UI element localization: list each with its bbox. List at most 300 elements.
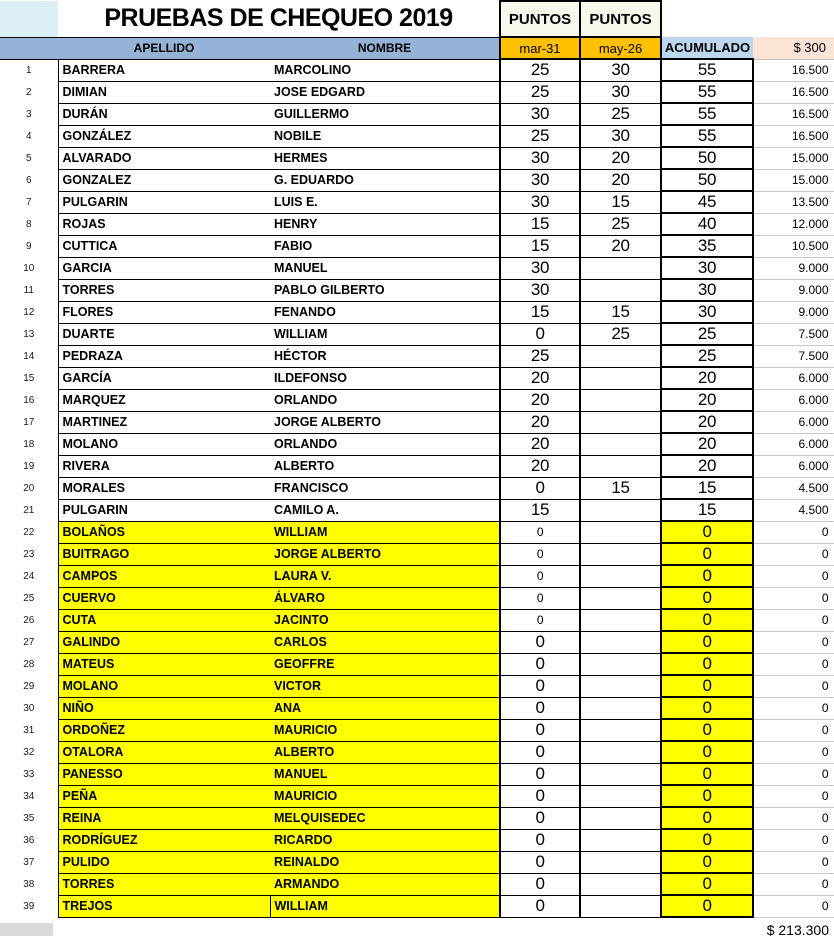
payment-cell: 10.500 <box>753 235 834 257</box>
header-empty-cell <box>0 37 58 59</box>
may26-points-cell: 20 <box>580 147 661 169</box>
bottom-left-gray-cell <box>0 923 53 936</box>
row-number: 7 <box>25 196 32 208</box>
row-number: 2 <box>25 86 32 98</box>
may26-points-cell: 30 <box>580 125 661 147</box>
nombre-cell: ARMANDO <box>270 873 500 895</box>
total-row-spacer <box>0 917 753 936</box>
row-number: 15 <box>23 372 35 384</box>
may26-points-cell <box>580 697 661 719</box>
acumulado-cell: 25 <box>661 345 753 367</box>
row-number: 37 <box>23 856 35 868</box>
may26-points-cell: 20 <box>580 235 661 257</box>
nombre-cell: GEOFFRE <box>270 653 500 675</box>
mar31-points-cell: 0 <box>500 741 580 763</box>
mar31-points-cell: 30 <box>500 169 580 191</box>
table-row <box>0 741 834 763</box>
header-money-300: $ 300 <box>753 37 834 59</box>
table-row <box>0 543 834 565</box>
apellido-cell: ROJAS <box>58 213 270 235</box>
table-row <box>0 81 834 103</box>
header-apellido: APELLIDO <box>58 37 270 59</box>
nombre-cell: ILDEFONSO <box>270 367 500 389</box>
acumulado-cell: 0 <box>661 543 753 565</box>
apellido-cell: TREJOS <box>58 895 270 917</box>
apellido-cell: BUITRAGO <box>58 543 270 565</box>
may26-points-cell <box>580 587 661 609</box>
title-row <box>0 1 834 37</box>
nombre-cell: PABLO GILBERTO <box>270 279 500 301</box>
puntos-header-2: PUNTOS <box>580 1 661 37</box>
apellido-cell: CAMPOS <box>58 565 270 587</box>
mar31-points-cell: 0 <box>500 697 580 719</box>
apellido-cell: GONZÁLEZ <box>58 125 270 147</box>
mar31-points-cell: 0 <box>500 785 580 807</box>
table-row <box>0 213 834 235</box>
may26-points-cell: 25 <box>580 103 661 125</box>
apellido-cell: ORDOÑEZ <box>58 719 270 741</box>
table-row <box>0 169 834 191</box>
apellido-cell: CUERVO <box>58 587 270 609</box>
nombre-cell: WILLIAM <box>270 521 500 543</box>
apellido-cell: NIÑO <box>58 697 270 719</box>
row-number: 22 <box>23 526 35 538</box>
apellido-cell: GALINDO <box>58 631 270 653</box>
header-date-mar31: mar-31 <box>500 37 580 59</box>
acumulado-cell: 20 <box>661 433 753 455</box>
may26-points-cell: 30 <box>580 59 661 81</box>
acumulado-cell: 20 <box>661 411 753 433</box>
apellido-cell: PULGARIN <box>58 499 270 521</box>
nombre-cell: ORLANDO <box>270 433 500 455</box>
row-number: 30 <box>23 702 35 714</box>
may26-points-cell <box>580 873 661 895</box>
acumulado-cell: 50 <box>661 147 753 169</box>
payment-cell: 16.500 <box>753 103 834 125</box>
nombre-cell: WILLIAM <box>270 895 500 917</box>
apellido-cell: REINA <box>58 807 270 829</box>
payment-cell: 6.000 <box>753 411 834 433</box>
nombre-cell: ALBERTO <box>270 741 500 763</box>
acumulado-cell: 20 <box>661 367 753 389</box>
apellido-cell: TORRES <box>58 873 270 895</box>
payment-cell: 15.000 <box>753 147 834 169</box>
acumulado-cell: 0 <box>661 763 753 785</box>
table-row <box>0 829 834 851</box>
mar31-points-cell: 20 <box>500 367 580 389</box>
page-title: PRUEBAS DE CHEQUEO 2019 <box>104 4 453 33</box>
mar31-points-cell: 0 <box>500 609 580 631</box>
payment-cell: 4.500 <box>753 477 834 499</box>
may26-points-cell <box>580 565 661 587</box>
mar31-points-cell: 15 <box>500 213 580 235</box>
may26-points-cell <box>580 411 661 433</box>
may26-points-cell <box>580 763 661 785</box>
table-row <box>0 125 834 147</box>
nombre-cell: ALBERTO <box>270 455 500 477</box>
may26-points-cell: 20 <box>580 169 661 191</box>
may26-points-cell <box>580 741 661 763</box>
acumulado-cell: 30 <box>661 257 753 279</box>
may26-points-cell <box>580 653 661 675</box>
mar31-points-cell: 0 <box>500 653 580 675</box>
acumulado-cell: 0 <box>661 697 753 719</box>
apellido-cell: MORALES <box>58 477 270 499</box>
payment-cell: 6.000 <box>753 455 834 477</box>
may26-points-cell <box>580 345 661 367</box>
table-row <box>0 345 834 367</box>
payment-cell: 0 <box>753 807 834 829</box>
may26-points-cell <box>580 675 661 697</box>
table-row <box>0 719 834 741</box>
mar31-points-cell: 30 <box>500 257 580 279</box>
acumulado-cell: 0 <box>661 653 753 675</box>
row-number: 32 <box>23 746 35 758</box>
payment-cell: 0 <box>753 719 834 741</box>
table-row <box>0 389 834 411</box>
may26-points-cell <box>580 279 661 301</box>
payment-cell: 12.000 <box>753 213 834 235</box>
table-row <box>0 279 834 301</box>
nombre-cell: RICARDO <box>270 829 500 851</box>
nombre-cell: HÉCTOR <box>270 345 500 367</box>
acumulado-cell: 15 <box>661 499 753 521</box>
apellido-cell: CUTTICA <box>58 235 270 257</box>
mar31-points-cell: 0 <box>500 543 580 565</box>
acumulado-cell: 0 <box>661 741 753 763</box>
acumulado-cell: 30 <box>661 279 753 301</box>
apellido-cell: GARCÍA <box>58 367 270 389</box>
row-number: 13 <box>23 328 35 340</box>
row-number: 8 <box>25 218 32 230</box>
puntos-header-1: PUNTOS <box>500 1 580 37</box>
title-row-spacer <box>661 1 834 37</box>
nombre-cell: FABIO <box>270 235 500 257</box>
may26-points-cell: 25 <box>580 323 661 345</box>
mar31-points-cell: 25 <box>500 125 580 147</box>
table-row <box>0 873 834 895</box>
mar31-points-cell: 0 <box>500 807 580 829</box>
row-number: 11 <box>23 284 34 296</box>
may26-points-cell <box>580 719 661 741</box>
acumulado-cell: 55 <box>661 59 753 81</box>
row-number: 29 <box>23 680 35 692</box>
apellido-cell: BOLAÑOS <box>58 521 270 543</box>
acumulado-cell: 15 <box>661 477 753 499</box>
acumulado-cell: 0 <box>661 807 753 829</box>
apellido-cell: GONZALEZ <box>58 169 270 191</box>
row-number: 9 <box>25 240 32 252</box>
acumulado-cell: 0 <box>661 609 753 631</box>
payment-cell: 9.000 <box>753 257 834 279</box>
row-number: 33 <box>23 768 35 780</box>
mar31-points-cell: 0 <box>500 477 580 499</box>
payment-cell: 0 <box>753 653 834 675</box>
apellido-cell: OTALORA <box>58 741 270 763</box>
table-row <box>0 323 834 345</box>
mar31-points-cell: 0 <box>500 719 580 741</box>
table-row <box>0 191 834 213</box>
apellido-cell: PEDRAZA <box>58 345 270 367</box>
mar31-points-cell: 20 <box>500 389 580 411</box>
payment-cell: 16.500 <box>753 81 834 103</box>
apellido-cell: DUARTE <box>58 323 270 345</box>
payment-cell: 4.500 <box>753 499 834 521</box>
apellido-cell: ALVARADO <box>58 147 270 169</box>
nombre-cell: FENANDO <box>270 301 500 323</box>
table-row <box>0 499 834 521</box>
payment-cell: 0 <box>753 587 834 609</box>
row-number: 14 <box>23 350 35 362</box>
nombre-cell: HENRY <box>270 213 500 235</box>
table-row <box>0 697 834 719</box>
apellido-cell: MARQUEZ <box>58 389 270 411</box>
row-number: 24 <box>23 570 35 582</box>
header-acumulado: ACUMULADO <box>661 37 753 59</box>
mar31-points-cell: 30 <box>500 103 580 125</box>
payment-cell: 9.000 <box>753 279 834 301</box>
payment-cell: 0 <box>753 763 834 785</box>
mar31-points-cell: 30 <box>500 191 580 213</box>
payment-cell: 0 <box>753 697 834 719</box>
nombre-cell: WILLIAM <box>270 323 500 345</box>
mar31-points-cell: 15 <box>500 301 580 323</box>
table-row <box>0 301 834 323</box>
table-row <box>0 103 834 125</box>
row-number: 4 <box>25 130 32 142</box>
may26-points-cell <box>580 455 661 477</box>
payment-cell: 15.000 <box>753 169 834 191</box>
table-row <box>0 411 834 433</box>
table-row <box>0 565 834 587</box>
row-number: 26 <box>23 614 35 626</box>
nombre-cell: ÁLVARO <box>270 587 500 609</box>
header-date-may26: may-26 <box>580 37 661 59</box>
row-number: 12 <box>23 306 35 318</box>
may26-points-cell <box>580 499 661 521</box>
nombre-cell: ORLANDO <box>270 389 500 411</box>
nombre-cell: MARCOLINO <box>270 59 500 81</box>
may26-points-cell <box>580 785 661 807</box>
table-row <box>0 455 834 477</box>
table-row <box>0 521 834 543</box>
row-number: 21 <box>23 504 35 516</box>
nombre-cell: MANUEL <box>270 257 500 279</box>
acumulado-cell: 0 <box>661 565 753 587</box>
mar31-points-cell: 0 <box>500 829 580 851</box>
total-row <box>0 917 834 936</box>
payment-cell: 6.000 <box>753 433 834 455</box>
may26-points-cell <box>580 367 661 389</box>
may26-points-cell: 30 <box>580 81 661 103</box>
row-number: 27 <box>23 636 35 648</box>
may26-points-cell <box>580 851 661 873</box>
nombre-cell: G. EDUARDO <box>270 169 500 191</box>
nombre-cell: VICTOR <box>270 675 500 697</box>
payment-cell: 0 <box>753 521 834 543</box>
payment-cell: 0 <box>753 741 834 763</box>
table-row <box>0 851 834 873</box>
acumulado-cell: 55 <box>661 125 753 147</box>
row-number: 38 <box>23 878 35 890</box>
row-number: 20 <box>23 482 35 494</box>
table-row <box>0 477 834 499</box>
acumulado-cell: 20 <box>661 455 753 477</box>
table-row <box>0 433 834 455</box>
apellido-cell: MATEUS <box>58 653 270 675</box>
nombre-cell: MAURICIO <box>270 719 500 741</box>
table-row <box>0 147 834 169</box>
row-number: 31 <box>23 724 35 736</box>
nombre-cell: JACINTO <box>270 609 500 631</box>
mar31-points-cell: 25 <box>500 345 580 367</box>
apellido-cell: PULGARIN <box>58 191 270 213</box>
may26-points-cell <box>580 829 661 851</box>
table-row <box>0 675 834 697</box>
header-nombre: NOMBRE <box>270 37 500 59</box>
acumulado-cell: 0 <box>661 785 753 807</box>
row-number: 28 <box>23 658 35 670</box>
payment-cell: 6.000 <box>753 367 834 389</box>
column-header-row <box>0 37 834 59</box>
mar31-points-cell: 0 <box>500 873 580 895</box>
may26-points-cell <box>580 389 661 411</box>
apellido-cell: MOLANO <box>58 433 270 455</box>
may26-points-cell <box>580 543 661 565</box>
nombre-cell: NOBILE <box>270 125 500 147</box>
acumulado-cell: 0 <box>661 851 753 873</box>
mar31-points-cell: 20 <box>500 433 580 455</box>
row-number: 36 <box>23 834 35 846</box>
table-row <box>0 785 834 807</box>
apellido-cell: MOLANO <box>58 675 270 697</box>
row-number: 35 <box>23 812 35 824</box>
table-row <box>0 631 834 653</box>
mar31-points-cell: 30 <box>500 147 580 169</box>
acumulado-cell: 0 <box>661 719 753 741</box>
row-number: 3 <box>25 108 32 120</box>
mar31-points-cell: 0 <box>500 323 580 345</box>
acumulado-cell: 0 <box>661 631 753 653</box>
table-row <box>0 367 834 389</box>
acumulado-cell: 30 <box>661 301 753 323</box>
payment-cell: 0 <box>753 873 834 895</box>
apellido-cell: GARCIA <box>58 257 270 279</box>
corner-cell <box>0 1 58 37</box>
apellido-cell: TORRES <box>58 279 270 301</box>
row-number: 18 <box>23 438 35 450</box>
acumulado-cell: 50 <box>661 169 753 191</box>
apellido-cell: PULIDO <box>58 851 270 873</box>
acumulado-cell: 0 <box>661 587 753 609</box>
mar31-points-cell: 0 <box>500 565 580 587</box>
row-number: 19 <box>23 460 35 472</box>
mar31-points-cell: 0 <box>500 895 580 917</box>
table-row <box>0 609 834 631</box>
apellido-cell: PEÑA <box>58 785 270 807</box>
table-row <box>0 807 834 829</box>
payment-cell: 9.000 <box>753 301 834 323</box>
table-row <box>0 59 834 81</box>
nombre-cell: JOSE EDGARD <box>270 81 500 103</box>
nombre-cell: CAMILO A. <box>270 499 500 521</box>
mar31-points-cell: 0 <box>500 587 580 609</box>
may26-points-cell <box>580 807 661 829</box>
mar31-points-cell: 20 <box>500 411 580 433</box>
acumulado-cell: 0 <box>661 873 753 895</box>
may26-points-cell <box>580 433 661 455</box>
payment-cell: 16.500 <box>753 125 834 147</box>
payment-cell: 7.500 <box>753 345 834 367</box>
may26-points-cell: 25 <box>580 213 661 235</box>
acumulado-cell: 20 <box>661 389 753 411</box>
may26-points-cell: 15 <box>580 301 661 323</box>
may26-points-cell <box>580 631 661 653</box>
acumulado-cell: 0 <box>661 829 753 851</box>
table-row <box>0 257 834 279</box>
mar31-points-cell: 0 <box>500 521 580 543</box>
row-number: 5 <box>25 152 32 164</box>
nombre-cell: LUIS E. <box>270 191 500 213</box>
may26-points-cell <box>580 609 661 631</box>
nombre-cell: ANA <box>270 697 500 719</box>
nombre-cell: FRANCISCO <box>270 477 500 499</box>
apellido-cell: DIMIAN <box>58 81 270 103</box>
apellido-cell: MARTINEZ <box>58 411 270 433</box>
payment-cell: 6.000 <box>753 389 834 411</box>
nombre-cell: MANUEL <box>270 763 500 785</box>
apellido-cell: RODRÍGUEZ <box>58 829 270 851</box>
mar31-points-cell: 25 <box>500 59 580 81</box>
nombre-cell: JORGE ALBERTO <box>270 543 500 565</box>
table-row <box>0 653 834 675</box>
mar31-points-cell: 0 <box>500 675 580 697</box>
mar31-points-cell: 30 <box>500 279 580 301</box>
payment-cell: 7.500 <box>753 323 834 345</box>
nombre-cell: JORGE ALBERTO <box>270 411 500 433</box>
acumulado-cell: 35 <box>661 235 753 257</box>
row-number: 17 <box>23 416 35 428</box>
acumulado-cell: 0 <box>661 521 753 543</box>
table-row <box>0 895 834 917</box>
payment-cell: 0 <box>753 851 834 873</box>
table-row <box>0 763 834 785</box>
may26-points-cell: 15 <box>580 477 661 499</box>
payment-cell: 0 <box>753 675 834 697</box>
grand-total: $ 213.300 <box>766 921 830 936</box>
row-number: 1 <box>25 64 32 76</box>
acumulado-cell: 40 <box>661 213 753 235</box>
payment-cell: 0 <box>753 609 834 631</box>
may26-points-cell <box>580 521 661 543</box>
row-number: 6 <box>25 174 32 186</box>
apellido-cell: BARRERA <box>58 59 270 81</box>
acumulado-cell: 0 <box>661 675 753 697</box>
apellido-cell: PANESSO <box>58 763 270 785</box>
mar31-points-cell: 0 <box>500 631 580 653</box>
mar31-points-cell: 20 <box>500 455 580 477</box>
nombre-cell: LAURA V. <box>270 565 500 587</box>
payment-cell: 0 <box>753 631 834 653</box>
acumulado-cell: 55 <box>661 103 753 125</box>
row-number: 39 <box>23 900 35 912</box>
payment-cell: 0 <box>753 543 834 565</box>
acumulado-cell: 0 <box>661 895 753 917</box>
may26-points-cell <box>580 895 661 917</box>
apellido-cell: FLORES <box>58 301 270 323</box>
table-row <box>0 587 834 609</box>
acumulado-cell: 25 <box>661 323 753 345</box>
